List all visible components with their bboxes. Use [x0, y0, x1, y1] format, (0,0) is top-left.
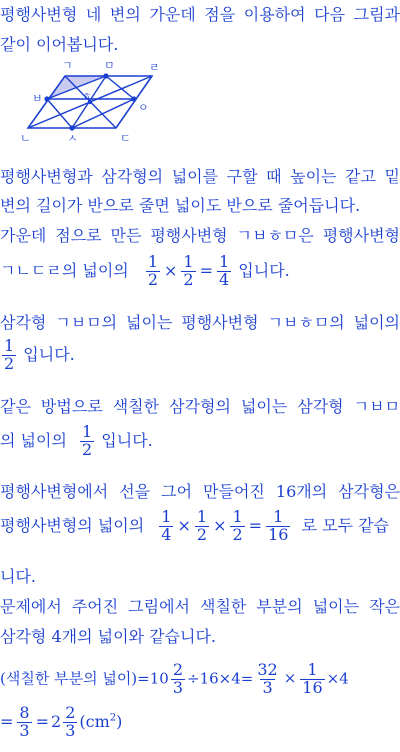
vertex-label: ㅇ	[138, 101, 149, 114]
text-segment: 입니다.	[101, 430, 153, 450]
vertex-label: ㄱ	[62, 59, 73, 72]
inner-line	[47, 99, 72, 128]
text-segment: ㄱㄴㄷㄹ의 넓이의	[0, 260, 129, 280]
text-line: 삼각형 ㄱㅂㅁ의 넓이는 평행사변형 ㄱㅂㅎㅁ의 넓이의	[0, 313, 400, 332]
equation-line	[0, 424, 153, 459]
fraction: $\frac{1}{16}$	[302, 660, 323, 697]
text-line: 평행사변형과 삼각형의 넓이를 구할 때 높이는 같고 밑	[0, 167, 400, 186]
vertex-label: ㅂ	[32, 92, 43, 105]
point-dot	[44, 96, 49, 101]
fraction: $\frac{1}{4}$	[161, 507, 172, 544]
fraction: $\frac{1}{4}$	[219, 252, 230, 289]
fraction: $\frac{1}{2}$	[147, 252, 159, 289]
fraction: $\frac{1}{16}$	[268, 507, 289, 544]
text-line: 평행사변형에서 선을 그어 만들어진 16개의 삼각형은	[0, 482, 400, 501]
text-line: 가운데 점으로 만든 평행사변형 ㄱㅂㅎㅁ은 평행사변형	[0, 226, 400, 245]
unit-text: $(cm^2)$	[79, 711, 123, 731]
point-dot	[103, 73, 108, 78]
text-segment: 의 넓이의	[0, 430, 67, 450]
mixed-whole: 10	[149, 669, 169, 688]
fraction: $\frac{1}{2}$	[4, 336, 15, 373]
text-line: 문제에서 주어진 그림에서 색칠한 부분의 넓이는 작은	[0, 597, 400, 616]
fraction: $\frac{8}{3}$	[19, 703, 30, 740]
point-dot	[131, 96, 136, 101]
vertex-label: ㅁ	[104, 59, 115, 72]
text-line: 같은 방법으로 색칠한 삼각형의 넓이는 삼각형 ㄱㅂㅁ	[0, 397, 400, 416]
fraction: $\frac{1}{2}$	[232, 507, 243, 544]
fraction: $\frac{2}{3}$	[65, 703, 76, 740]
text-line: 삼각형 4개의 넓이와 같습니다.	[0, 627, 216, 646]
text-segment: 입니다.	[23, 344, 75, 364]
text-line: 같이 이어봅니다.	[0, 35, 119, 54]
text-line: 변의 길이가 반으로 줄면 넓이도 반으로 줄어듭니다.	[0, 196, 361, 215]
fraction: $\frac{2}{3}$	[172, 660, 184, 697]
parallelogram-figure	[18, 58, 178, 148]
inner-line	[106, 76, 134, 99]
vertex-label: ㄹ	[149, 61, 160, 74]
equation-line	[0, 338, 75, 373]
operator-text: ÷16×4=	[187, 669, 254, 688]
equation-line: ㄱㄴㄷㄹ의 넓이의 $\frac{1}{2}$ × $\frac{1}{2}$ = $\frac{1}{4}$ 입니다.	[0, 252, 290, 289]
text-segment: 평행사변형의 넓이의	[0, 515, 145, 535]
vertex-label: ㄷ	[120, 132, 131, 145]
operator-text: ×4	[326, 669, 349, 688]
fraction: $\frac{1}{2}$	[82, 422, 93, 459]
text-segment: 로 모두 같습	[301, 515, 389, 535]
text-segment: 입니다.	[238, 260, 290, 280]
fraction: $\frac{1}{2}$	[183, 252, 194, 289]
mixed-whole: 2	[51, 711, 62, 731]
fraction: $\frac{1}{2}$	[196, 507, 208, 544]
text-line: 니다.	[0, 567, 36, 586]
calculation-line: (색칠한 부분의 넓이)=10 $\frac{2}{3}$ ÷16×4= $\frac{32}{3}$ × $\frac{1}{16}$ ×4	[0, 660, 349, 697]
equation-line: 평행사변형의 넓이의 $\frac{1}{4}$ × $\frac{1}{2}$ × $\frac{1}{2}$ = $\frac{1}{16}$ 로 모두 같습	[0, 507, 389, 544]
text-segment: (색칠한 부분의 넓이)=	[0, 669, 150, 688]
vertex-label: ㅎ	[82, 92, 92, 103]
result-line: = $\frac{8}{3}$ = 2 $\frac{2}{3}$ $(cm^2)$	[0, 703, 123, 740]
fraction: $\frac{32}{3}$	[257, 660, 278, 697]
vertex-label: ㄴ	[20, 132, 31, 145]
text-line: 평행사변형 네 변의 가운데 점을 이용하여 다음 그림과	[0, 5, 400, 24]
point-dot	[69, 125, 74, 130]
vertex-label: ㅅ	[67, 132, 78, 145]
